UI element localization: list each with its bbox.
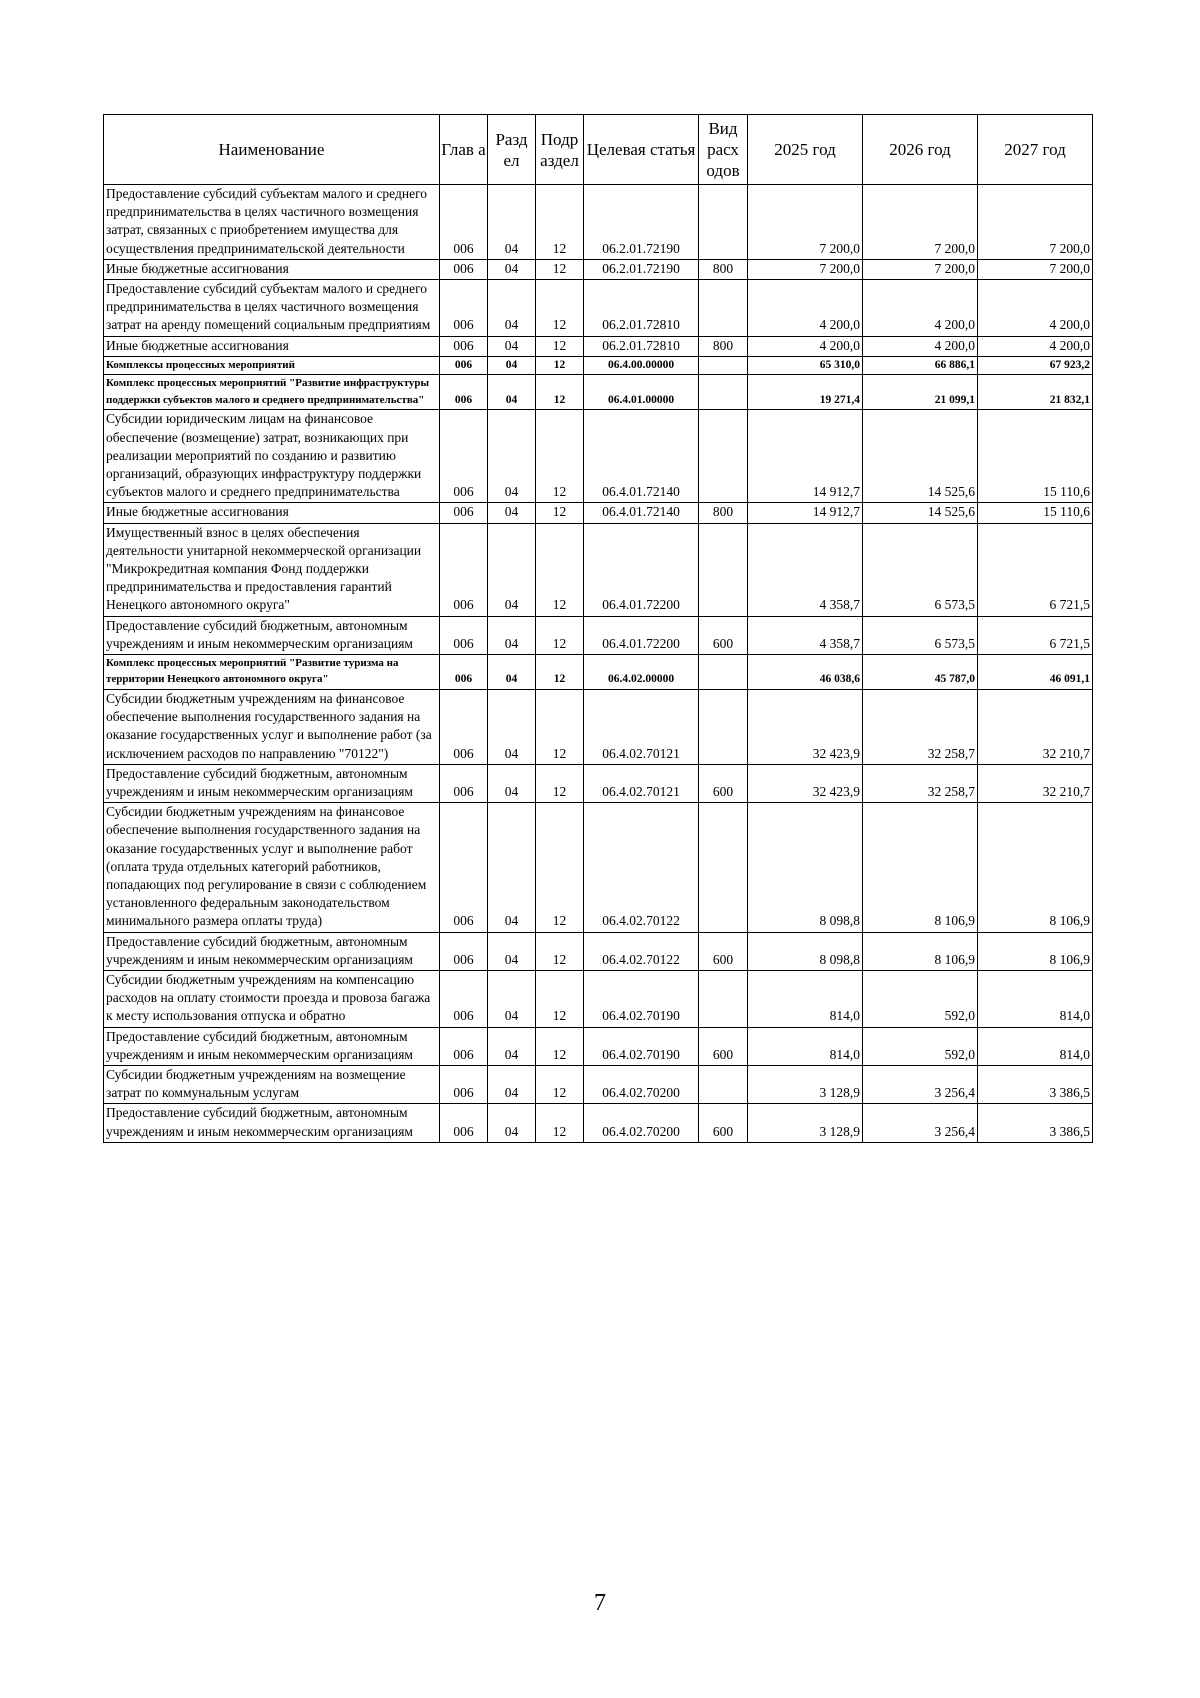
- cell-tselevaya-statya: 06.2.01.72810: [584, 336, 699, 356]
- cell-glava: 006: [440, 1066, 488, 1104]
- cell-name: Предоставление субсидий бюджетным, автономным учреждениям и иным некоммерческим организациям: [104, 764, 440, 802]
- table-row: [104, 1104, 1093, 1142]
- cell-vid-raskhodov: [699, 356, 748, 375]
- cell-razdel: 04: [488, 356, 536, 375]
- cell-podrazdel: 12: [536, 932, 584, 970]
- cell-razdel: 04: [488, 764, 536, 802]
- table-row: [104, 616, 1093, 654]
- cell-name: Комплекс процессных мероприятий "Развитие туризма на территории Ненецкого автономного округа": [104, 654, 440, 689]
- cell-year-2025: 14 912,7: [748, 503, 863, 523]
- table-row: [104, 280, 1093, 337]
- table-header-row: [104, 115, 1093, 185]
- cell-razdel: 04: [488, 1104, 536, 1142]
- cell-year-2025: 814,0: [748, 1027, 863, 1065]
- header-vid-raskhodov: Вид расх одов: [699, 115, 748, 185]
- cell-razdel: 04: [488, 616, 536, 654]
- cell-glava: 006: [440, 280, 488, 337]
- cell-year-2027: 15 110,6: [978, 503, 1093, 523]
- cell-vid-raskhodov: [699, 375, 748, 410]
- table-row: [104, 654, 1093, 689]
- cell-year-2027: 46 091,1: [978, 654, 1093, 689]
- cell-podrazdel: 12: [536, 503, 584, 523]
- cell-year-2027: 67 923,2: [978, 356, 1093, 375]
- cell-glava: 006: [440, 259, 488, 279]
- cell-razdel: 04: [488, 410, 536, 503]
- cell-glava: 006: [440, 971, 488, 1028]
- budget-table: [103, 114, 1093, 1143]
- cell-year-2026: 32 258,7: [863, 689, 978, 764]
- cell-podrazdel: 12: [536, 1027, 584, 1065]
- header-year-2026: 2026 год: [863, 115, 978, 185]
- cell-year-2026: 7 200,0: [863, 185, 978, 260]
- cell-year-2027: 32 210,7: [978, 689, 1093, 764]
- cell-year-2027: 21 832,1: [978, 375, 1093, 410]
- cell-vid-raskhodov: [699, 971, 748, 1028]
- header-year-2027: 2027 год: [978, 115, 1093, 185]
- cell-name: Субсидии бюджетным учреждениям на компенсацию расходов на оплату стоимости проезда и провоза багажа к месту использования отпуска и обратно: [104, 971, 440, 1028]
- cell-glava: 006: [440, 689, 488, 764]
- cell-name: Предоставление субсидий субъектам малого и среднего предпринимательства в целях частичного возмещения затрат на аренду помещений социальным предприятиям: [104, 280, 440, 337]
- cell-year-2025: 4 358,7: [748, 523, 863, 616]
- cell-name: Иные бюджетные ассигнования: [104, 503, 440, 523]
- cell-glava: 006: [440, 932, 488, 970]
- cell-glava: 006: [440, 1027, 488, 1065]
- cell-tselevaya-statya: 06.4.01.72140: [584, 410, 699, 503]
- cell-tselevaya-statya: 06.4.00.00000: [584, 356, 699, 375]
- cell-vid-raskhodov: [699, 1066, 748, 1104]
- cell-vid-raskhodov: 800: [699, 503, 748, 523]
- cell-year-2026: 6 573,5: [863, 616, 978, 654]
- cell-vid-raskhodov: [699, 654, 748, 689]
- cell-vid-raskhodov: [699, 410, 748, 503]
- table-row: [104, 356, 1093, 375]
- cell-year-2027: 6 721,5: [978, 523, 1093, 616]
- cell-glava: 006: [440, 654, 488, 689]
- cell-podrazdel: 12: [536, 654, 584, 689]
- cell-podrazdel: 12: [536, 1066, 584, 1104]
- header-year-2025: 2025 год: [748, 115, 863, 185]
- cell-year-2025: 7 200,0: [748, 185, 863, 260]
- cell-tselevaya-statya: 06.2.01.72190: [584, 259, 699, 279]
- table-row: [104, 971, 1093, 1028]
- cell-year-2026: 45 787,0: [863, 654, 978, 689]
- cell-year-2026: 14 525,6: [863, 503, 978, 523]
- cell-name: Комплекс процессных мероприятий "Развитие инфраструктуры поддержки субъектов малого и среднего предпринимательства": [104, 375, 440, 410]
- cell-year-2027: 3 386,5: [978, 1066, 1093, 1104]
- cell-year-2027: 814,0: [978, 1027, 1093, 1065]
- cell-tselevaya-statya: 06.4.02.70190: [584, 971, 699, 1028]
- table-row: [104, 1027, 1093, 1065]
- cell-year-2026: 32 258,7: [863, 764, 978, 802]
- cell-vid-raskhodov: [699, 803, 748, 932]
- cell-year-2025: 4 200,0: [748, 336, 863, 356]
- cell-year-2027: 7 200,0: [978, 185, 1093, 260]
- cell-podrazdel: 12: [536, 410, 584, 503]
- cell-podrazdel: 12: [536, 971, 584, 1028]
- cell-year-2027: 8 106,9: [978, 932, 1093, 970]
- cell-glava: 006: [440, 803, 488, 932]
- cell-razdel: 04: [488, 503, 536, 523]
- table-row: [104, 336, 1093, 356]
- table-row: [104, 932, 1093, 970]
- cell-year-2025: 3 128,9: [748, 1066, 863, 1104]
- cell-glava: 006: [440, 185, 488, 260]
- cell-year-2026: 4 200,0: [863, 336, 978, 356]
- cell-glava: 006: [440, 356, 488, 375]
- cell-year-2025: 14 912,7: [748, 410, 863, 503]
- cell-year-2025: 8 098,8: [748, 803, 863, 932]
- cell-name: Имущественный взнос в целях обеспечения деятельности унитарной некоммерческой организации "Микрокредитная компания Фонд поддержки предпринимательства и предоставления гарантий Ненецкого автономного округа": [104, 523, 440, 616]
- cell-year-2026: 14 525,6: [863, 410, 978, 503]
- cell-year-2025: 4 358,7: [748, 616, 863, 654]
- cell-year-2025: 46 038,6: [748, 654, 863, 689]
- cell-name: Иные бюджетные ассигнования: [104, 336, 440, 356]
- cell-year-2027: 4 200,0: [978, 336, 1093, 356]
- cell-year-2025: 8 098,8: [748, 932, 863, 970]
- cell-name: Субсидии юридическим лицам на финансовое обеспечение (возмещение) затрат, возникающих при реализации мероприятий по созданию и развитию организаций, образующих инфраструктуру поддержки субъектов малого и среднего предпринимательства: [104, 410, 440, 503]
- cell-razdel: 04: [488, 336, 536, 356]
- cell-year-2026: 592,0: [863, 971, 978, 1028]
- cell-name: Предоставление субсидий субъектам малого и среднего предпринимательства в целях частичного возмещения затрат, связанных с приобретением имущества для осуществления предпринимательской деятельности: [104, 185, 440, 260]
- page-number: 7: [594, 1590, 606, 1616]
- cell-tselevaya-statya: 06.4.02.70200: [584, 1104, 699, 1142]
- cell-glava: 006: [440, 1104, 488, 1142]
- cell-glava: 006: [440, 410, 488, 503]
- table-row: [104, 803, 1093, 932]
- cell-razdel: 04: [488, 689, 536, 764]
- cell-podrazdel: 12: [536, 185, 584, 260]
- table-row: [104, 1066, 1093, 1104]
- cell-year-2026: 7 200,0: [863, 259, 978, 279]
- table-row: [104, 375, 1093, 410]
- cell-vid-raskhodov: [699, 689, 748, 764]
- cell-glava: 006: [440, 375, 488, 410]
- cell-razdel: 04: [488, 185, 536, 260]
- cell-tselevaya-statya: 06.4.02.70200: [584, 1066, 699, 1104]
- cell-glava: 006: [440, 616, 488, 654]
- cell-year-2025: 32 423,9: [748, 689, 863, 764]
- cell-name: Предоставление субсидий бюджетным, автономным учреждениям и иным некоммерческим организациям: [104, 1027, 440, 1065]
- cell-vid-raskhodov: 600: [699, 1104, 748, 1142]
- cell-tselevaya-statya: 06.4.01.72200: [584, 523, 699, 616]
- cell-vid-raskhodov: 800: [699, 259, 748, 279]
- cell-razdel: 04: [488, 259, 536, 279]
- cell-razdel: 04: [488, 654, 536, 689]
- cell-name: Предоставление субсидий бюджетным, автономным учреждениям и иным некоммерческим организациям: [104, 616, 440, 654]
- cell-glava: 006: [440, 503, 488, 523]
- cell-razdel: 04: [488, 803, 536, 932]
- cell-tselevaya-statya: 06.4.01.72200: [584, 616, 699, 654]
- cell-year-2026: 4 200,0: [863, 280, 978, 337]
- cell-razdel: 04: [488, 1066, 536, 1104]
- cell-year-2025: 7 200,0: [748, 259, 863, 279]
- cell-tselevaya-statya: 06.4.02.70122: [584, 803, 699, 932]
- cell-year-2026: 21 099,1: [863, 375, 978, 410]
- table-row: [104, 259, 1093, 279]
- cell-podrazdel: 12: [536, 280, 584, 337]
- cell-razdel: 04: [488, 932, 536, 970]
- cell-podrazdel: 12: [536, 803, 584, 932]
- cell-tselevaya-statya: 06.4.01.00000: [584, 375, 699, 410]
- cell-razdel: 04: [488, 523, 536, 616]
- cell-year-2026: 66 886,1: [863, 356, 978, 375]
- cell-razdel: 04: [488, 971, 536, 1028]
- cell-year-2026: 3 256,4: [863, 1104, 978, 1142]
- cell-year-2025: 3 128,9: [748, 1104, 863, 1142]
- cell-vid-raskhodov: [699, 185, 748, 260]
- table-row: [104, 503, 1093, 523]
- cell-year-2027: 4 200,0: [978, 280, 1093, 337]
- header-tselevaya-statya: Целевая статья: [584, 115, 699, 185]
- cell-podrazdel: 12: [536, 616, 584, 654]
- cell-year-2025: 19 271,4: [748, 375, 863, 410]
- cell-year-2026: 8 106,9: [863, 803, 978, 932]
- cell-podrazdel: 12: [536, 523, 584, 616]
- cell-name: Субсидии бюджетным учреждениям на финансовое обеспечение выполнения государственного задания на оказание государственных услуг и выполнение работ (оплата труда отдельных категорий работников, попадающих под регулирование в связи с соблюдением установленного федеральным законодательством минимального размера оплаты труда): [104, 803, 440, 932]
- cell-podrazdel: 12: [536, 764, 584, 802]
- cell-year-2025: 814,0: [748, 971, 863, 1028]
- cell-tselevaya-statya: 06.4.02.70121: [584, 689, 699, 764]
- cell-year-2026: 8 106,9: [863, 932, 978, 970]
- cell-name: Субсидии бюджетным учреждениям на финансовое обеспечение выполнения государственного задания на оказание государственных услуг и выполнение работ (за исключением расходов по направлению "70122"): [104, 689, 440, 764]
- table-row: [104, 410, 1093, 503]
- cell-tselevaya-statya: 06.4.02.00000: [584, 654, 699, 689]
- cell-year-2025: 32 423,9: [748, 764, 863, 802]
- table-row: [104, 764, 1093, 802]
- cell-year-2026: 6 573,5: [863, 523, 978, 616]
- cell-razdel: 04: [488, 1027, 536, 1065]
- cell-year-2027: 6 721,5: [978, 616, 1093, 654]
- cell-podrazdel: 12: [536, 259, 584, 279]
- cell-vid-raskhodov: 600: [699, 764, 748, 802]
- cell-year-2027: 814,0: [978, 971, 1093, 1028]
- cell-year-2027: 8 106,9: [978, 803, 1093, 932]
- header-glava: Глав а: [440, 115, 488, 185]
- cell-name: Субсидии бюджетным учреждениям на возмещение затрат по коммунальным услугам: [104, 1066, 440, 1104]
- cell-name: Предоставление субсидий бюджетным, автономным учреждениям и иным некоммерческим организациям: [104, 1104, 440, 1142]
- cell-tselevaya-statya: 06.4.02.70122: [584, 932, 699, 970]
- cell-glava: 006: [440, 764, 488, 802]
- cell-year-2027: 7 200,0: [978, 259, 1093, 279]
- table-row: [104, 185, 1093, 260]
- cell-year-2027: 3 386,5: [978, 1104, 1093, 1142]
- cell-year-2027: 15 110,6: [978, 410, 1093, 503]
- cell-vid-raskhodov: 800: [699, 336, 748, 356]
- cell-year-2026: 592,0: [863, 1027, 978, 1065]
- cell-year-2025: 4 200,0: [748, 280, 863, 337]
- cell-podrazdel: 12: [536, 336, 584, 356]
- cell-tselevaya-statya: 06.4.01.72140: [584, 503, 699, 523]
- cell-podrazdel: 12: [536, 689, 584, 764]
- cell-podrazdel: 12: [536, 356, 584, 375]
- header-razdel: Разд ел: [488, 115, 536, 185]
- header-name: Наименование: [104, 115, 440, 185]
- cell-tselevaya-statya: 06.4.02.70121: [584, 764, 699, 802]
- cell-razdel: 04: [488, 280, 536, 337]
- cell-year-2026: 3 256,4: [863, 1066, 978, 1104]
- table-row: [104, 523, 1093, 616]
- cell-razdel: 04: [488, 375, 536, 410]
- cell-vid-raskhodov: 600: [699, 616, 748, 654]
- table-row: [104, 689, 1093, 764]
- header-podrazdel: Подр аздел: [536, 115, 584, 185]
- cell-tselevaya-statya: 06.4.02.70190: [584, 1027, 699, 1065]
- cell-year-2027: 32 210,7: [978, 764, 1093, 802]
- cell-tselevaya-statya: 06.2.01.72190: [584, 185, 699, 260]
- cell-glava: 006: [440, 336, 488, 356]
- cell-podrazdel: 12: [536, 1104, 584, 1142]
- cell-name: Предоставление субсидий бюджетным, автономным учреждениям и иным некоммерческим организациям: [104, 932, 440, 970]
- cell-podrazdel: 12: [536, 375, 584, 410]
- cell-vid-raskhodov: [699, 523, 748, 616]
- cell-name: Иные бюджетные ассигнования: [104, 259, 440, 279]
- cell-tselevaya-statya: 06.2.01.72810: [584, 280, 699, 337]
- cell-name: Комплексы процессных мероприятий: [104, 356, 440, 375]
- cell-glava: 006: [440, 523, 488, 616]
- cell-vid-raskhodov: 600: [699, 932, 748, 970]
- cell-year-2025: 65 310,0: [748, 356, 863, 375]
- cell-vid-raskhodov: 600: [699, 1027, 748, 1065]
- cell-vid-raskhodov: [699, 280, 748, 337]
